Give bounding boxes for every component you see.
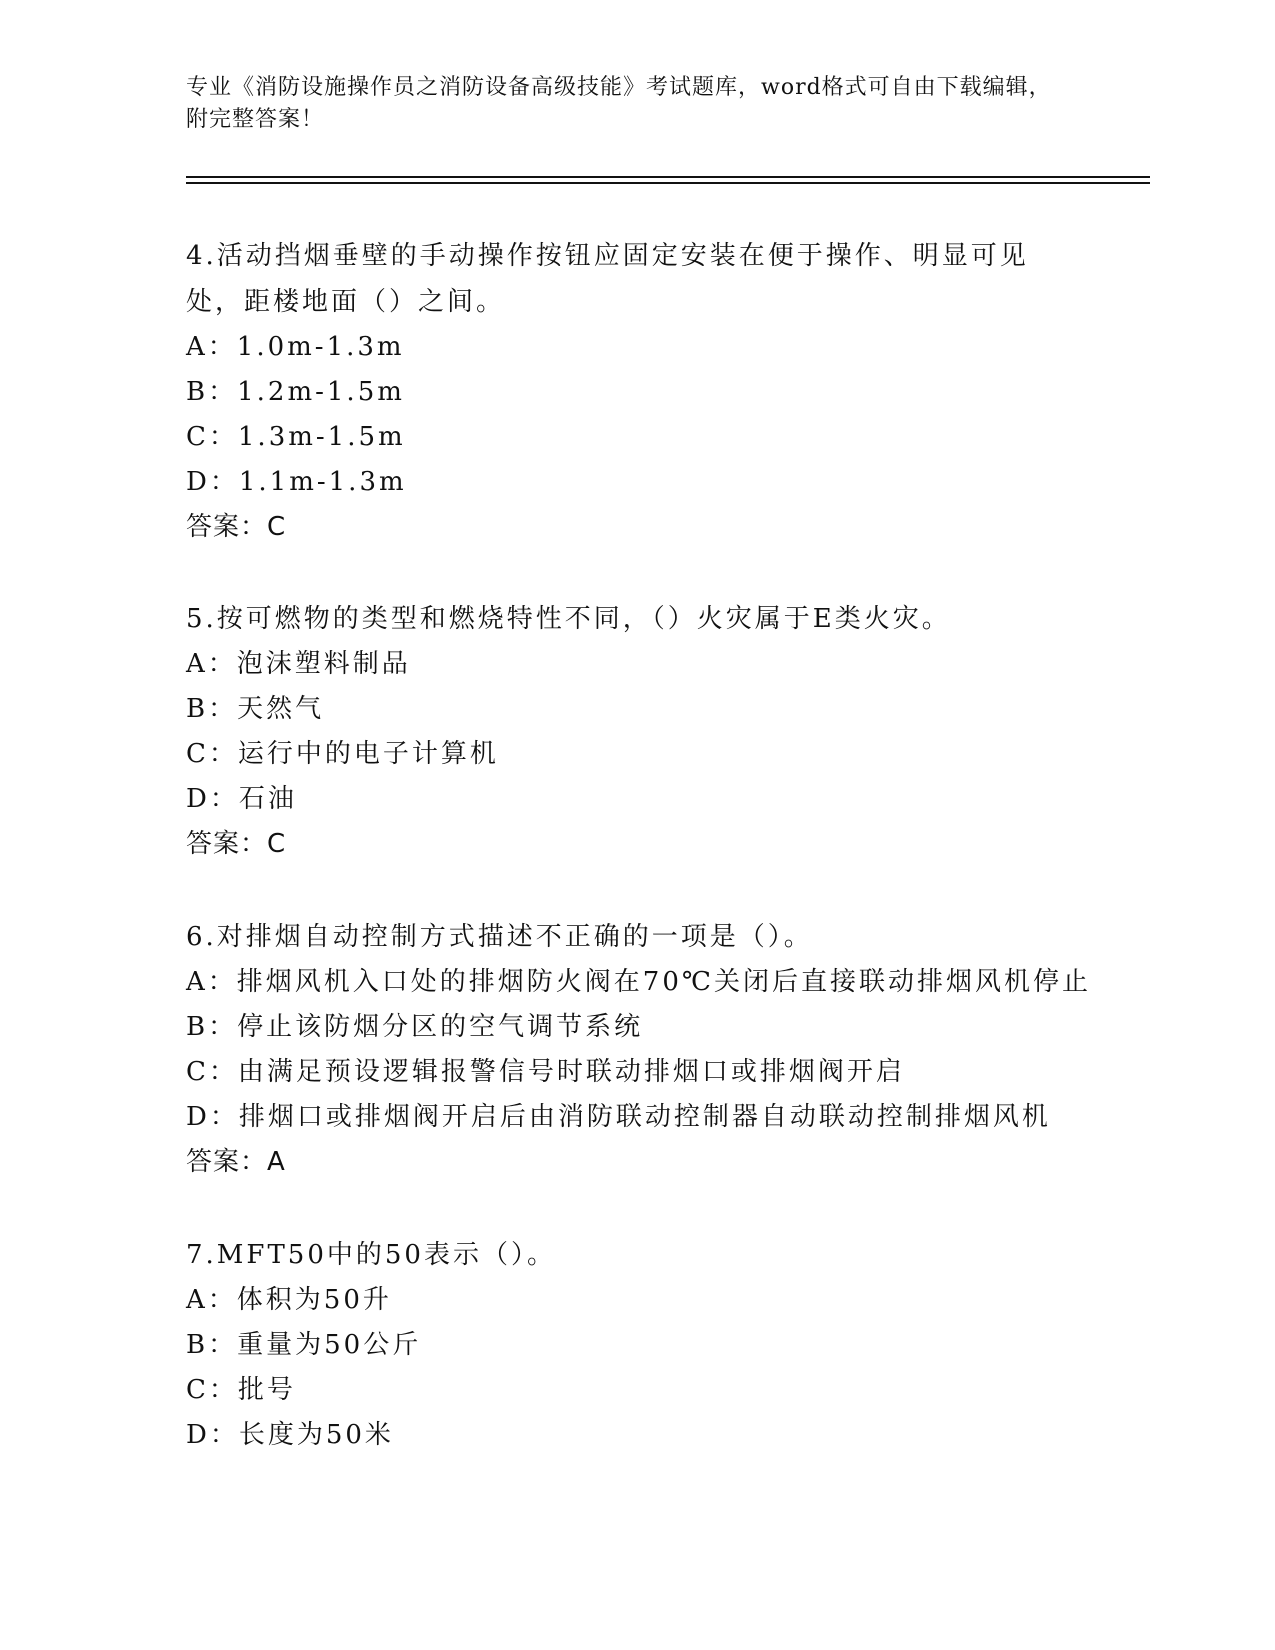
header-divider-top [186, 176, 1150, 178]
option-c: C：批号 [186, 1375, 296, 1405]
header-intro-text: 专业《消防设施操作员之消防设备高级技能》考试题库，word格式可自由下载编辑，附完整答案！ [186, 75, 1052, 132]
answer-line: 答案：A [186, 1147, 286, 1177]
option-b: B：重量为50公斤 [186, 1330, 422, 1360]
question-6 [186, 914, 1091, 1185]
question-7 [186, 1232, 1086, 1458]
option-b: B：1.2m-1.5m [186, 377, 405, 407]
option-a: A：1.0m-1.3m [186, 332, 405, 362]
option-b: B：天然气 [186, 694, 325, 724]
answer-line: 答案：C [186, 829, 287, 859]
option-c: C：由满足预设逻辑报警信号时联动排烟口或排烟阀开启 [186, 1057, 905, 1087]
option-c: C：运行中的电子计算机 [186, 739, 499, 769]
question-5 [186, 596, 1086, 867]
option-d: D：排烟口或排烟阀开启后由消防联动控制器自动联动控制排烟风机 [186, 1102, 1051, 1132]
option-c: C：1.3m-1.5m [186, 422, 406, 452]
option-a: A：泡沫塑料制品 [186, 649, 411, 679]
option-a: A：体积为50升 [186, 1285, 392, 1315]
option-d: D：石油 [186, 784, 297, 814]
option-a: A：排烟风机入口处的排烟防火阀在70℃关闭后直接联动排烟风机停止 [186, 967, 1091, 997]
header-divider-bottom [186, 182, 1150, 184]
question-stem: 6.对排烟自动控制方式描述不正确的一项是（）。 [186, 922, 813, 952]
option-d: D：长度为50米 [186, 1420, 394, 1450]
question-stem: 4.活动挡烟垂壁的手动操作按钮应固定安装在便于操作、明显可见处，距楼地面（）之间。 [186, 241, 1029, 317]
question-stem: 5.按可燃物的类型和燃烧特性不同，（）火灾属于E类火灾。 [186, 604, 951, 634]
option-b: B：停止该防烟分区的空气调节系统 [186, 1012, 644, 1042]
question-4 [186, 233, 1086, 550]
question-stem: 7.MFT50中的50表示（）。 [186, 1240, 556, 1270]
option-d: D：1.1m-1.3m [186, 467, 407, 497]
answer-line: 答案：C [186, 512, 287, 542]
document-header [186, 72, 1066, 136]
